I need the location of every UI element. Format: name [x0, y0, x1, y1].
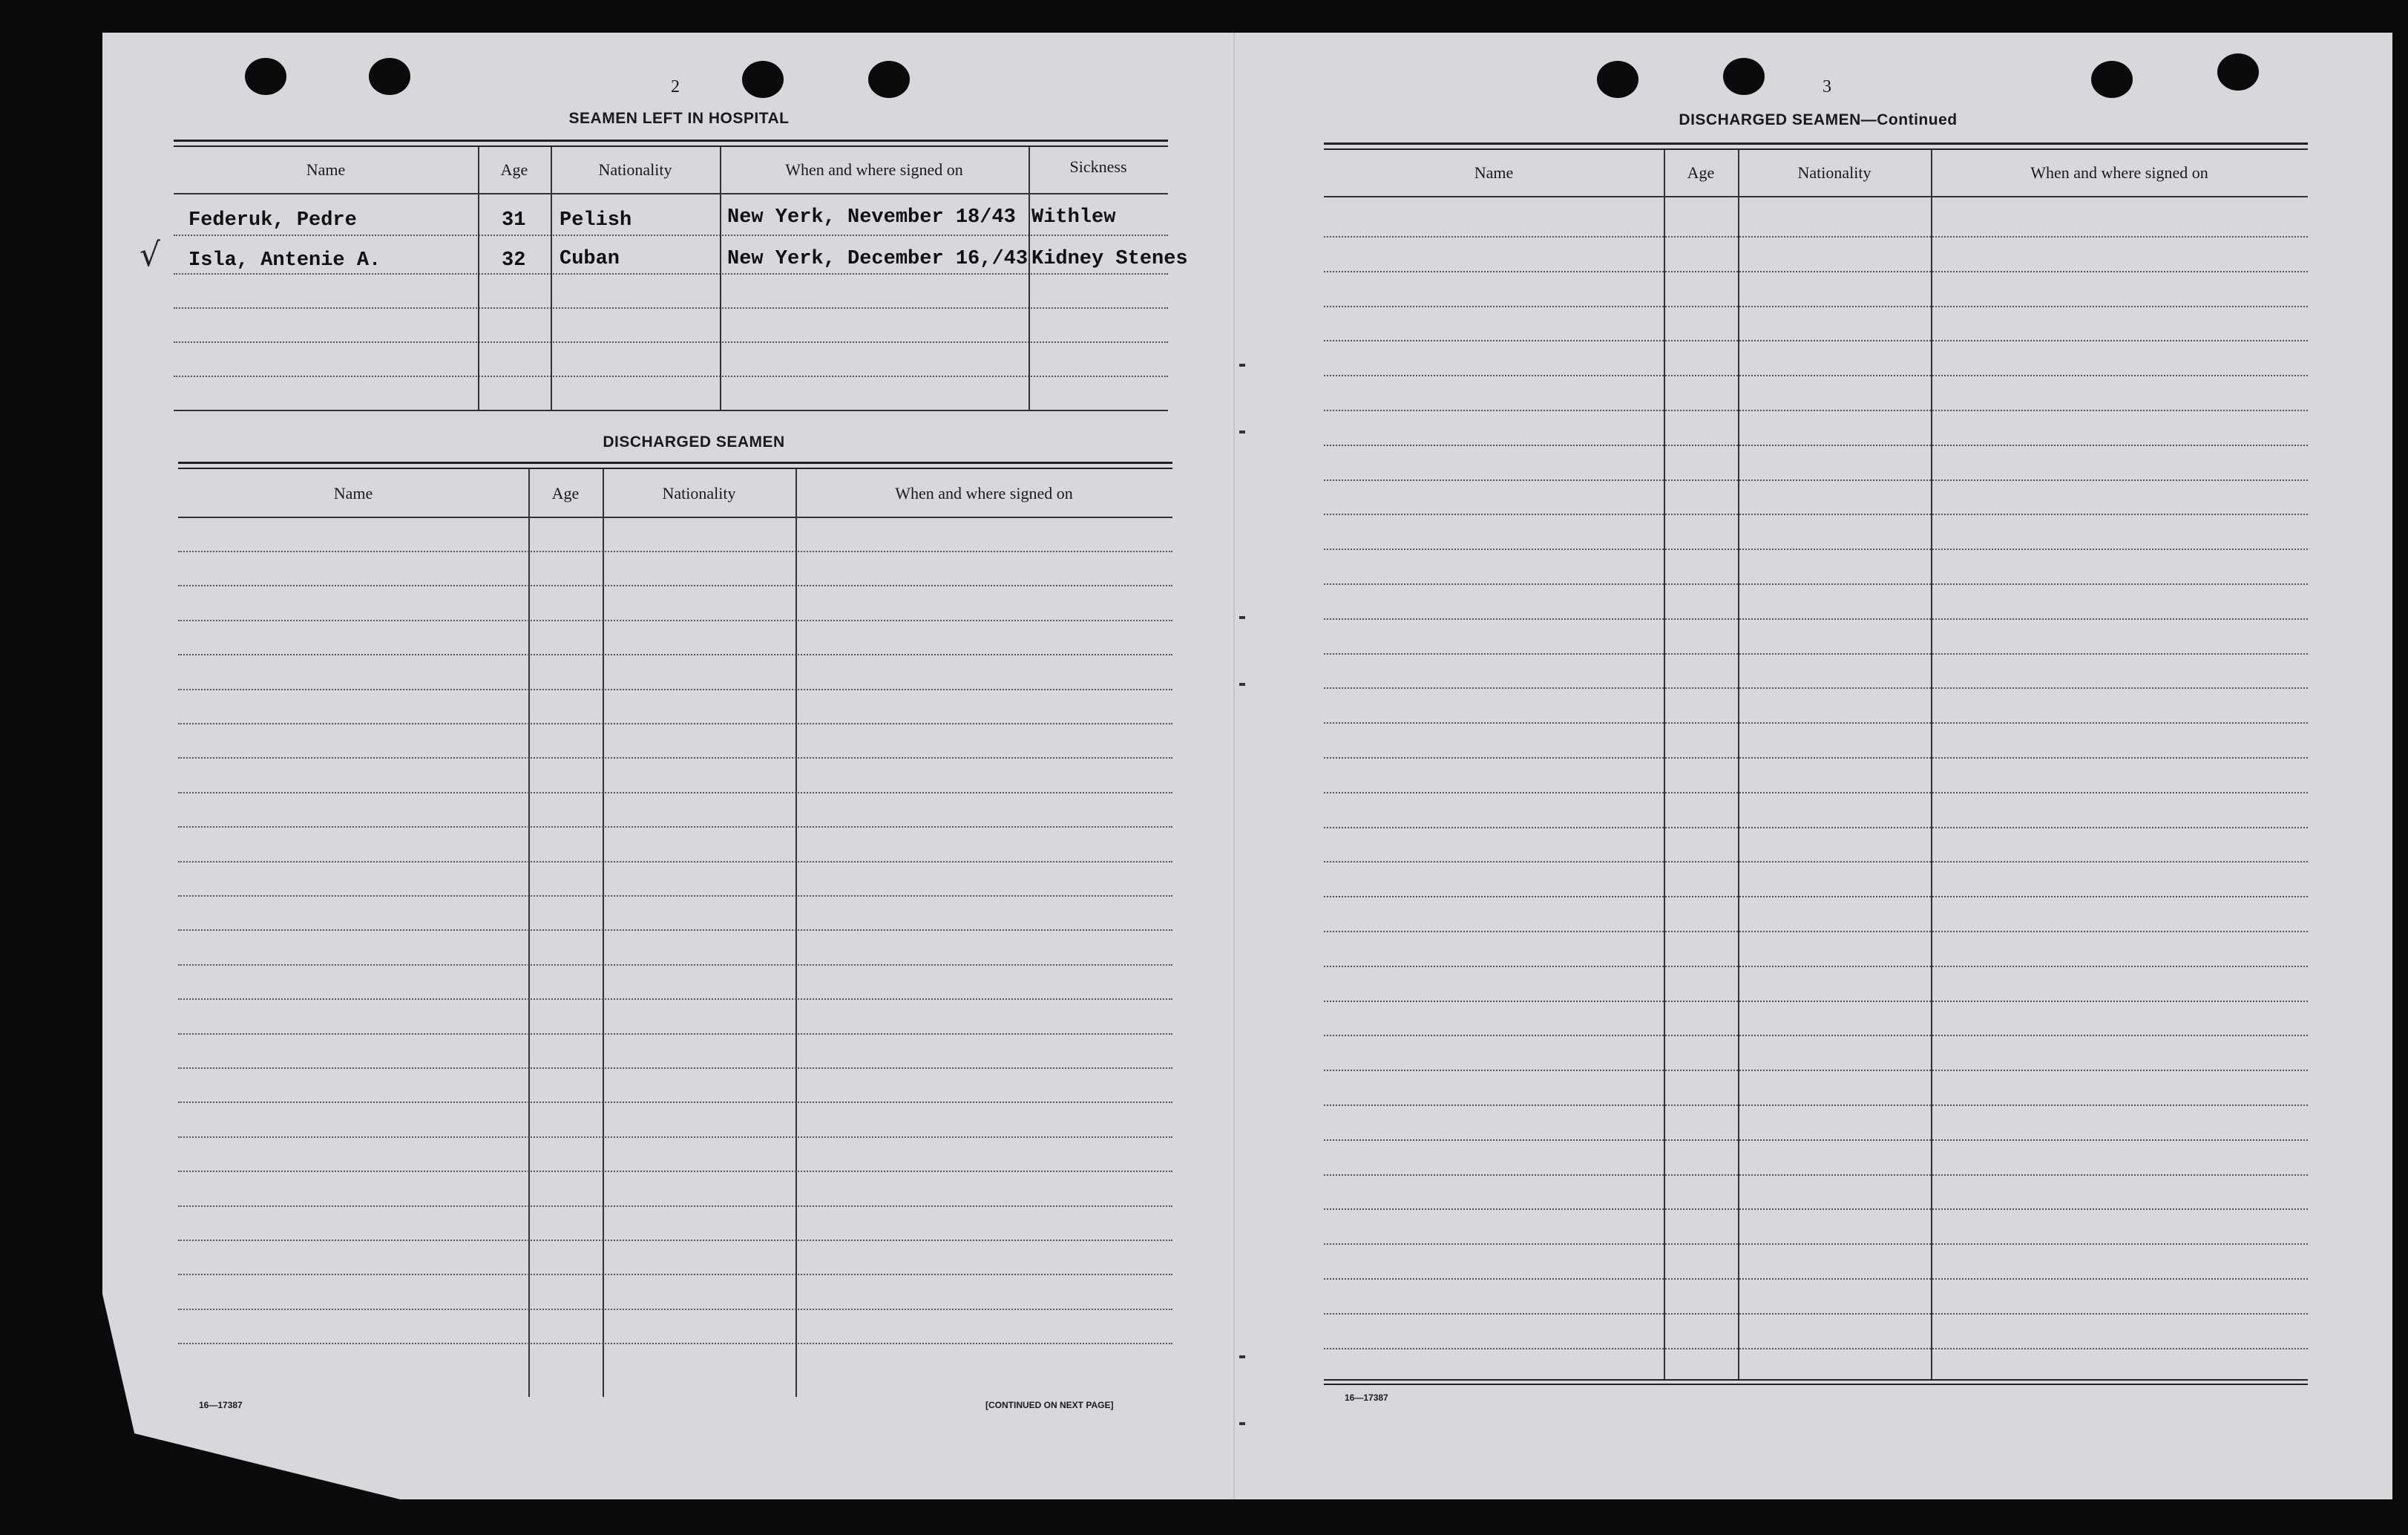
row-rule [174, 273, 1168, 275]
header-rule [178, 517, 1172, 518]
punch-hole [369, 58, 410, 95]
row2-sickness: Kidney Stenes [1031, 248, 1188, 270]
row-rule [178, 689, 1172, 690]
row-rule [178, 1274, 1172, 1275]
column-rule [1738, 150, 1739, 1379]
header-age: Age [551, 484, 580, 503]
row-rule [178, 723, 1172, 724]
header-rule [1324, 196, 2308, 197]
column-rule [795, 469, 797, 1397]
row-rule [174, 235, 1168, 236]
row-rule [178, 1171, 1172, 1172]
row-rule [1324, 757, 2308, 759]
bottom-rule [1324, 1379, 2308, 1381]
fold-mark [1239, 431, 1245, 433]
header-name: Name [333, 484, 373, 503]
row-rule [178, 1240, 1172, 1241]
row-rule [1324, 1104, 2308, 1106]
header-nationality: Nationality [662, 484, 736, 503]
row-rule [1324, 1070, 2308, 1071]
row2-name: Isla, Antenie A. [188, 249, 381, 272]
row-rule [1324, 583, 2308, 585]
row-rule [178, 1343, 1172, 1344]
header-nationality: Nationality [1797, 163, 1871, 182]
row-rule [174, 376, 1168, 377]
row-rule [174, 341, 1168, 343]
page-number: 2 [671, 77, 680, 96]
punch-hole [742, 61, 784, 98]
row-rule [178, 620, 1172, 621]
header-signed-on: When and where signed on [2030, 163, 2208, 182]
header-name: Name [1474, 163, 1514, 182]
row-rule [178, 1309, 1172, 1310]
row-rule [178, 1205, 1172, 1207]
row-rule [1324, 1278, 2308, 1280]
discharged-section-title: DISCHARGED SEAMEN [603, 433, 785, 451]
column-rule [551, 147, 552, 411]
header-nationality: Nationality [598, 160, 672, 179]
row-rule [178, 1033, 1172, 1035]
form-number: 16—17387 [199, 1400, 243, 1410]
header-sickness: Sickness [1069, 157, 1127, 176]
row2-nationality: Cuban [560, 248, 620, 270]
title-main: DISCHARGED SEAMEN [1679, 111, 1861, 128]
row1-age: 31 [502, 209, 526, 232]
punch-hole [1597, 61, 1638, 98]
row-rule [1324, 827, 2308, 828]
row-rule [1324, 618, 2308, 620]
column-rule [1664, 150, 1665, 1379]
row-rule [178, 1136, 1172, 1138]
row2-signed-on: New Yerk, December 16,/43 [727, 248, 1029, 270]
row-rule [1324, 1208, 2308, 1210]
row1-signed-on: New Yerk, Nevember 18/43 [727, 206, 1016, 229]
bottom-rule [1324, 1384, 2308, 1385]
punch-hole [1723, 58, 1765, 95]
row-rule [1324, 966, 2308, 967]
row-rule [178, 585, 1172, 586]
table-rule [1324, 143, 2308, 145]
row-rule [1324, 1174, 2308, 1176]
table-rule [178, 462, 1172, 464]
page-number: 3 [1823, 77, 1831, 96]
row-rule [1324, 445, 2308, 446]
table-rule [174, 140, 1168, 142]
header-age: Age [500, 160, 528, 179]
row-rule [1324, 1313, 2308, 1315]
row-rule [178, 757, 1172, 759]
row-rule [178, 551, 1172, 552]
punch-hole [868, 61, 910, 98]
check-mark: √ [140, 236, 161, 274]
column-rule [1931, 150, 1932, 1379]
row-rule [178, 1102, 1172, 1103]
fold-mark [1239, 364, 1245, 367]
row-rule [1324, 792, 2308, 793]
column-rule [528, 469, 530, 1397]
punch-hole [245, 58, 286, 95]
row-rule [1324, 687, 2308, 689]
column-rule [478, 147, 479, 411]
hospital-table [174, 140, 1188, 414]
page-fold [1233, 33, 1235, 1499]
row-rule [1324, 896, 2308, 897]
row-rule [178, 998, 1172, 1000]
fold-mark [1239, 683, 1245, 686]
row-rule [1324, 722, 2308, 724]
header-age: Age [1687, 163, 1715, 182]
row-rule [1324, 1001, 2308, 1002]
row-rule [1324, 306, 2308, 307]
row1-sickness: Withlew [1031, 206, 1116, 229]
discharged-table [178, 462, 1172, 1397]
row-rule [1324, 861, 2308, 863]
row-rule [178, 895, 1172, 897]
row1-nationality: Pelish [560, 209, 632, 232]
header-signed-on: When and where signed on [895, 484, 1073, 503]
row2-age: 32 [502, 249, 526, 272]
row-rule [1324, 1035, 2308, 1036]
row-rule [1324, 1243, 2308, 1245]
continued-note: [CONTINUED ON NEXT PAGE] [985, 1400, 1114, 1410]
punch-hole [2091, 61, 2133, 98]
form-number: 16—17387 [1345, 1392, 1388, 1403]
hospital-section-title: SEAMEN LEFT IN HOSPITAL [568, 110, 790, 127]
header-rule [174, 193, 1168, 194]
row-rule [1324, 1139, 2308, 1141]
fold-mark [1239, 1355, 1245, 1358]
row-rule [178, 792, 1172, 793]
row-rule [1324, 653, 2308, 655]
continued-section-title [1633, 111, 2004, 129]
column-rule [720, 147, 721, 411]
row-rule [178, 1067, 1172, 1069]
row-rule [1324, 236, 2308, 238]
bottom-rule [174, 410, 1168, 411]
column-rule [603, 469, 604, 1397]
discharged-continued-table [1324, 143, 2308, 1385]
fold-mark [1239, 1422, 1245, 1425]
row-rule [1324, 410, 2308, 411]
row-rule [178, 826, 1172, 828]
fold-mark [1239, 616, 1245, 619]
table-rule [178, 468, 1172, 469]
row-rule [1324, 340, 2308, 341]
row-rule [1324, 514, 2308, 515]
row-rule [1324, 375, 2308, 376]
row-rule [1324, 480, 2308, 481]
table-rule [1324, 148, 2308, 150]
row-rule [178, 929, 1172, 931]
header-signed-on: When and where signed on [785, 160, 963, 179]
punch-hole [2217, 53, 2259, 91]
title-continued: —Continued [1860, 111, 1958, 128]
header-name: Name [306, 160, 346, 179]
row-rule [178, 861, 1172, 863]
row1-name: Federuk, Pedre [188, 209, 357, 232]
row-rule [178, 654, 1172, 655]
column-rule [1029, 147, 1030, 411]
row-rule [174, 307, 1168, 309]
row-rule [1324, 931, 2308, 932]
table-rule [174, 145, 1168, 147]
row-rule [1324, 549, 2308, 550]
row-rule [178, 964, 1172, 966]
row-rule [1324, 271, 2308, 272]
row-rule [1324, 1348, 2308, 1349]
